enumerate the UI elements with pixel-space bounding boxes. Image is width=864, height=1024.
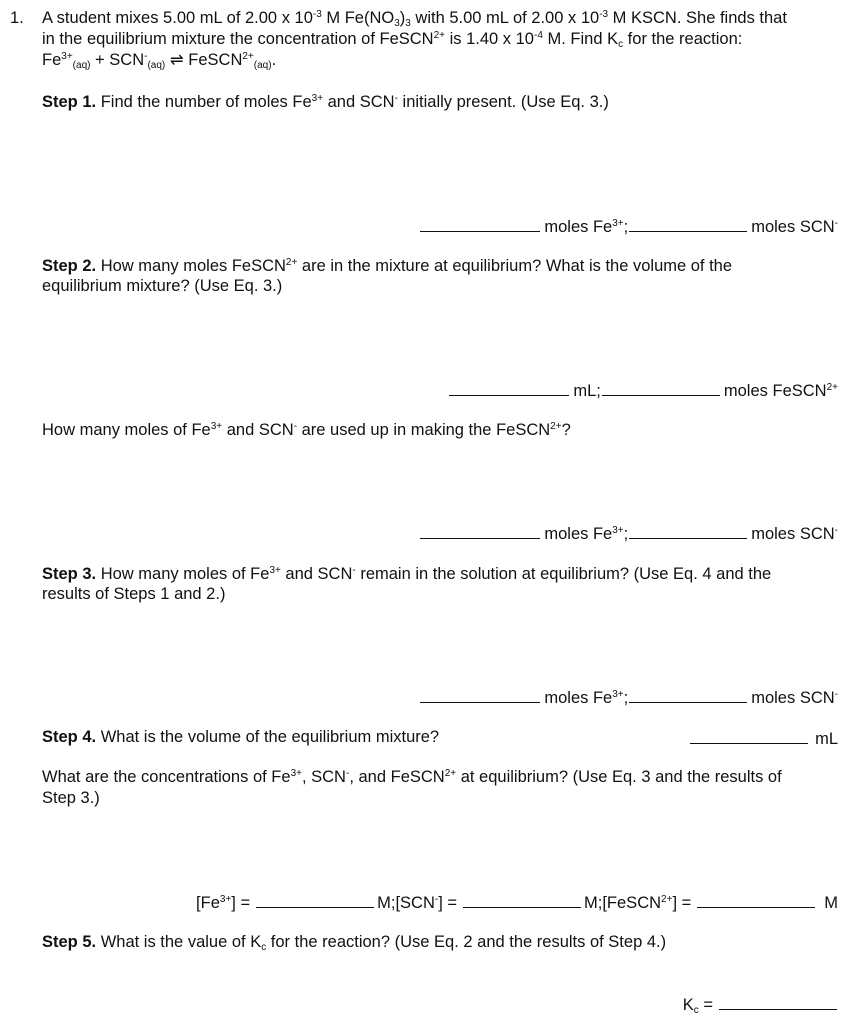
step1-moles-fe-blank[interactable] bbox=[420, 215, 540, 232]
step4-question-line-3: Step 3.) bbox=[42, 789, 100, 807]
problem-number: 1. bbox=[10, 9, 24, 27]
step4-concentration-row: $[Fe^{3+}]$ = M;[SCN-] = M;[FeSCN$^{2+}$] = M bbox=[196, 891, 838, 913]
step1-label: Step 1. bbox=[42, 93, 97, 111]
fescn-concentration-blank[interactable] bbox=[697, 891, 815, 908]
step2-answer-row: mL; moles FeSCN$^{2+}$ bbox=[448, 379, 838, 401]
fe-concentration-blank[interactable] bbox=[256, 891, 374, 908]
step2-used-answer-row: moles $Fe^{3+}$; moles SCN- bbox=[419, 522, 838, 544]
step2-volume-blank[interactable] bbox=[449, 379, 569, 396]
step2-used-scn-blank[interactable] bbox=[629, 522, 747, 539]
step5-question: Step 5. What is the value of $K_c$ for the reaction? (Use Eq. 2 and the results of Step 4.) bbox=[42, 933, 667, 953]
step4-question-line-1: Step 4. What is the volume of the equilibrium mixture? bbox=[42, 728, 440, 746]
step3-question-line-1: Step 3. How many moles of $Fe^{3+}$ and SCN- remain in the solution at equilibrium? (Use Eq. 4 and the bbox=[42, 565, 772, 583]
step1-question: Step 1. Find the number of moles $Fe^{3+}$ and SCN- initially present. (Use Eq. 3.) bbox=[42, 93, 609, 111]
step2-used-fe-blank[interactable] bbox=[420, 522, 540, 539]
problem-line-1: A student mixes 5.00 mL of 2.00 x $10^{-3}$ M $Fe(NO_3)_3$ with 5.00 mL of 2.00 x $10^{-3}$ M KSCN. She finds that bbox=[42, 9, 787, 29]
step2-question-line-1: Step 2. How many moles FeSCN$^{2+}$ are in the mixture at equilibrium? What is the volume of the bbox=[42, 257, 733, 275]
step4-label: Step 4. bbox=[42, 728, 97, 746]
step2-question-line-2: equilibrium mixture? (Use Eq. 3.) bbox=[42, 277, 283, 295]
step3-remaining-fe-blank[interactable] bbox=[420, 686, 540, 703]
scn-concentration-blank[interactable] bbox=[463, 891, 581, 908]
step1-moles-scn-blank[interactable] bbox=[629, 215, 747, 232]
step4-volume-blank[interactable] bbox=[690, 727, 808, 744]
step5-label: Step 5. bbox=[42, 933, 97, 951]
step4-volume-row: mL bbox=[689, 727, 838, 749]
step5-answer-row: $K_c$ = bbox=[683, 993, 838, 1015]
step3-label: Step 3. bbox=[42, 565, 97, 583]
equilibrium-arrow-icon: ⇌ bbox=[165, 51, 189, 69]
problem-line-2: in the equilibrium mixture the concentration of FeSCN$^{2+}$ is 1.40 x $10^{-4}$ M. Find $K_c$ for the reaction: bbox=[42, 30, 743, 50]
step4-question-line-2: What are the concentrations of $Fe^{3+}$, SCN-, and FeSCN$^{2+}$ at equilibrium? (Use Eq. 3 and the results of bbox=[42, 768, 782, 786]
step2-label: Step 2. bbox=[42, 257, 97, 275]
step3-remaining-scn-blank[interactable] bbox=[629, 686, 747, 703]
kc-value-blank[interactable] bbox=[719, 993, 837, 1010]
step3-question-line-2: results of Steps 1 and 2.) bbox=[42, 585, 226, 603]
step2-used-up-question: How many moles of $Fe^{3+}$ and SCN- are used up in making the FeSCN$^{2+}$? bbox=[42, 421, 571, 439]
reaction-equation: $Fe^{3+}_{(aq)} + SCN^-_{(aq)}$ ⇌ FeSCN$^{2+}_{(aq)}$. bbox=[42, 51, 277, 71]
step3-answer-row: moles $Fe^{3+}$; moles SCN- bbox=[419, 686, 838, 708]
step1-answer-row: moles $Fe^{3+}$; moles SCN- bbox=[419, 215, 838, 237]
step2-moles-fescn-blank[interactable] bbox=[602, 379, 720, 396]
